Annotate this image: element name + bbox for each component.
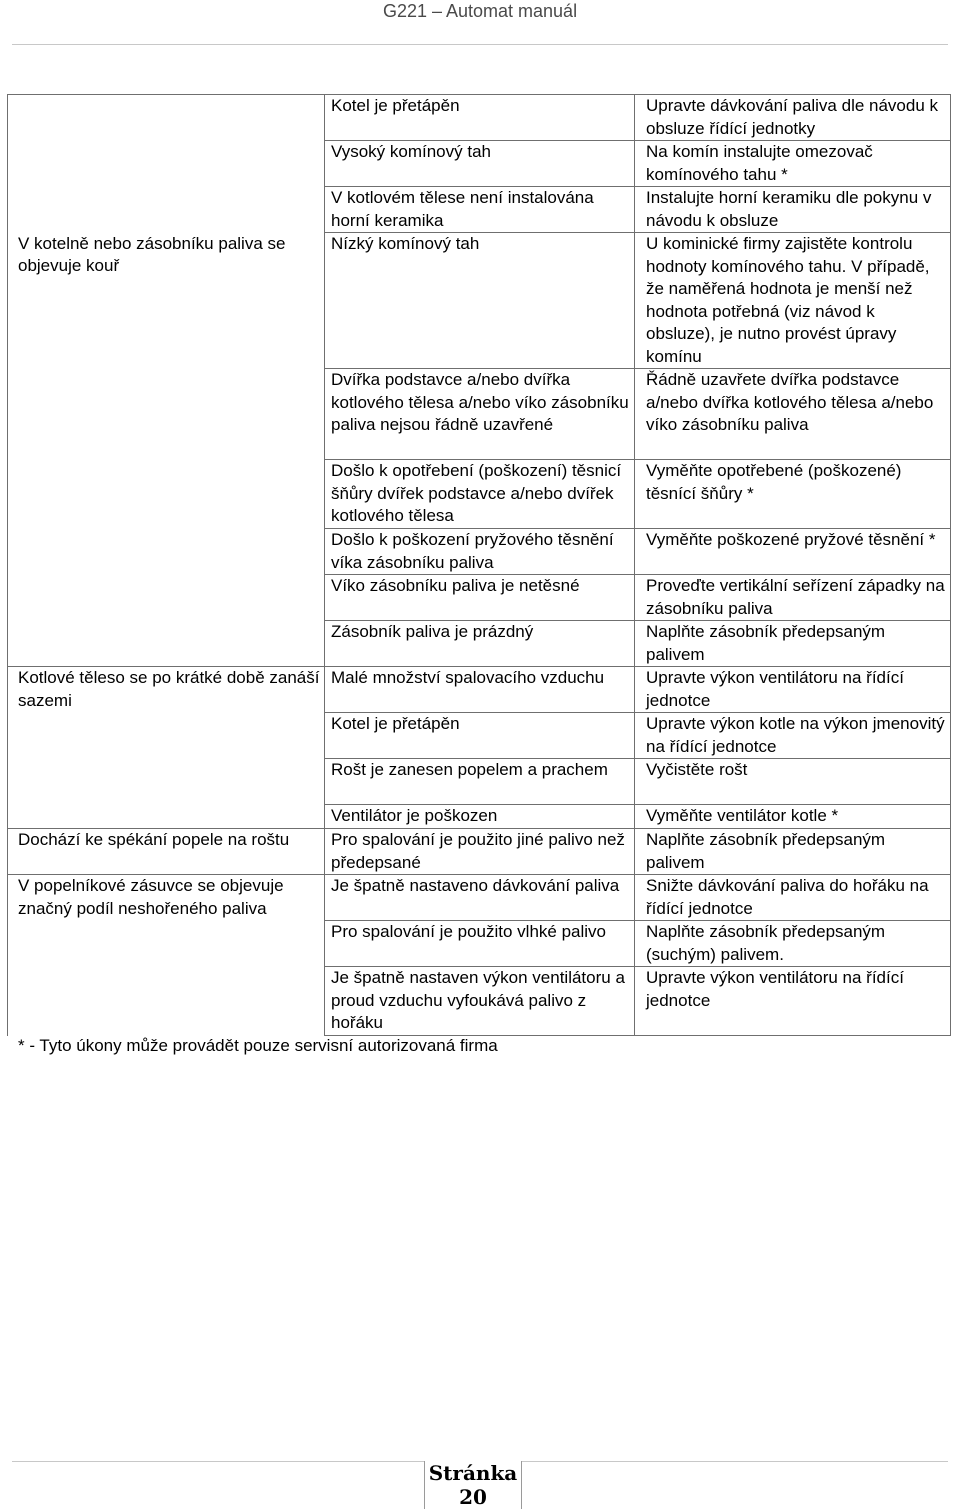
cause-cell: Pro spalování je použito vlhké palivo	[325, 921, 635, 967]
cause-cell: Došlo k poškození pryžového těsnění víka zásobníku paliva	[325, 529, 635, 575]
symptom-cell: V kotelně nebo zásobníku paliva se objevuje kouř	[8, 233, 325, 369]
fix-cell: Upravte výkon kotle na výkon jmenovitý na řídící jednotce	[635, 713, 951, 759]
table-row	[8, 233, 951, 369]
table-row	[8, 95, 951, 141]
table-row	[8, 713, 951, 759]
fix-cell: Naplňte zásobník předepsaným (suchým) palivem.	[635, 921, 951, 967]
symptom-cell	[8, 575, 325, 621]
cause-cell: Vysoký komínový tah	[325, 141, 635, 187]
symptom-cell	[8, 95, 325, 141]
cause-cell: Víko zásobníku paliva je netěsné	[325, 575, 635, 621]
fix-cell: Vyčistěte rošt	[635, 759, 951, 805]
cause-cell: Ventilátor je poškozen	[325, 805, 635, 829]
header-divider	[12, 44, 948, 45]
cause-cell: Zásobník paliva je prázdný	[325, 621, 635, 667]
fix-cell: Upravte výkon ventilátoru na řídící jednotce	[635, 667, 951, 713]
symptom-cell: Kotlové těleso se po krátké době zanáší sazemi	[8, 667, 325, 713]
cause-cell: Rošt je zanesen popelem a prachem	[325, 759, 635, 805]
table-row	[8, 667, 951, 713]
fix-cell: Instalujte horní keramiku dle pokynu v návodu k obsluze	[635, 187, 951, 233]
page-number-box	[424, 1461, 522, 1509]
table-row	[8, 829, 951, 875]
symptom-cell	[8, 621, 325, 667]
fix-cell: Vyměňte poškozené pryžové těsnění *	[635, 529, 951, 575]
symptom-cell	[8, 805, 325, 829]
page-number: 20	[459, 1485, 487, 1509]
table-row	[8, 575, 951, 621]
fix-cell: Upravte výkon ventilátoru na řídící jednotce	[635, 967, 951, 1036]
troubleshooting-table	[7, 94, 951, 1036]
document-title: G221 – Automat manuál	[382, 1, 578, 21]
cause-cell: V kotlovém tělese není instalována horní keramika	[325, 187, 635, 233]
table-row	[8, 187, 951, 233]
fix-cell: Řádně uzavřete dvířka podstavce a/nebo dvířka kotlového tělesa a/nebo víko zásobníku paliva	[635, 369, 951, 460]
cause-cell: Pro spalování je použito jiné palivo než předepsané	[325, 829, 635, 875]
cause-cell: Došlo k opotřebení (poškození) těsnicí šňůry dvířek podstavce a/nebo dvířek kotlového tělesa	[325, 460, 635, 529]
page-header	[0, 0, 960, 46]
table-row	[8, 369, 951, 460]
table-row	[8, 875, 951, 921]
symptom-cell	[8, 369, 325, 460]
symptom-cell	[8, 713, 325, 759]
fix-cell: Naplňte zásobník předepsaným palivem	[635, 829, 951, 875]
symptom-cell	[8, 529, 325, 575]
table-row	[8, 621, 951, 667]
symptom-cell: Dochází ke spékání popele na roštu	[8, 829, 325, 875]
fix-cell: Vyměňte ventilátor kotle *	[635, 805, 951, 829]
cause-cell: Kotel je přetápěn	[325, 95, 635, 141]
symptom-cell: V popelníkové zásuvce se objevuje značný podíl neshořeného paliva	[8, 875, 325, 1036]
table-row	[8, 529, 951, 575]
cause-cell: Je špatně nastaven výkon ventilátoru a proud vzduchu vyfoukává palivo z hořáku	[325, 967, 635, 1036]
symptom-cell	[8, 460, 325, 529]
cause-cell: Dvířka podstavce a/nebo dvířka kotlového tělesa a/nebo víko zásobníku paliva nejsou řádně uzavřené	[325, 369, 635, 460]
symptom-cell	[8, 187, 325, 233]
cause-cell: Kotel je přetápěn	[325, 713, 635, 759]
fix-cell: U kominické firmy zajistěte kontrolu hodnoty komínového tahu. V případě, že naměřená hodnota je menší než hodnota potřebná (viz návod k obsluze), je nutno provést úpravy komínu	[635, 233, 951, 369]
symptom-cell	[8, 759, 325, 805]
fix-cell: Upravte dávkování paliva dle návodu k obsluze řídící jednotky	[635, 95, 951, 141]
fix-cell: Snižte dávkování paliva do hořáku na řídící jednotce	[635, 875, 951, 921]
fix-cell: Vyměňte opotřebené (poškozené) těsnící šňůry *	[635, 460, 951, 529]
symptom-cell	[8, 141, 325, 187]
page-label: Stránka	[428, 1461, 518, 1485]
cause-cell: Je špatně nastaveno dávkování paliva	[325, 875, 635, 921]
fix-cell: Na komín instalujte omezovač komínového tahu *	[635, 141, 951, 187]
table-row	[8, 460, 951, 529]
fix-cell: Proveďte vertikální seřízení západky na zásobníku paliva	[635, 575, 951, 621]
table-row	[8, 759, 951, 805]
table-row	[8, 805, 951, 829]
cause-cell: Malé množství spalovacího vzduchu	[325, 667, 635, 713]
cause-cell: Nízký komínový tah	[325, 233, 635, 369]
table-row	[8, 141, 951, 187]
fix-cell: Naplňte zásobník předepsaným palivem	[635, 621, 951, 667]
footnote: * - Tyto úkony může provádět pouze servisní autorizovaná firma	[18, 1036, 498, 1055]
